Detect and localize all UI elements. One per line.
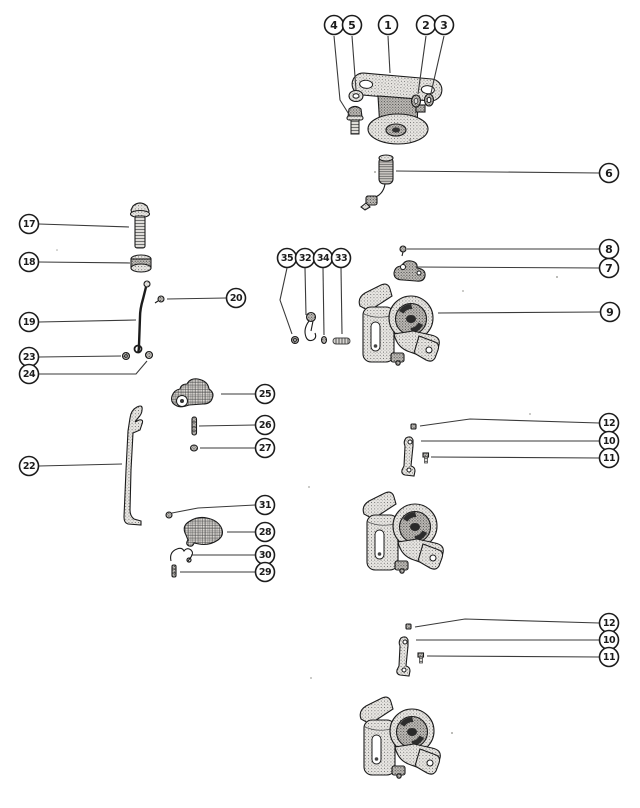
callout-number: 6 bbox=[605, 167, 613, 180]
callout-22 bbox=[20, 457, 39, 476]
callout-number: 2 bbox=[422, 19, 430, 32]
callout-24 bbox=[20, 365, 39, 384]
part-pin-26 bbox=[192, 417, 197, 435]
part-grommet-18 bbox=[131, 255, 151, 272]
part-mesh-screen-28 bbox=[184, 517, 222, 546]
callout-32 bbox=[296, 249, 315, 268]
leader-line-20 bbox=[167, 298, 226, 299]
callout-27 bbox=[256, 439, 275, 458]
part-nut-27 bbox=[191, 445, 198, 451]
part-mount-bolt bbox=[347, 107, 363, 135]
leader-lines bbox=[39, 36, 600, 657]
part-carburetor-body-top bbox=[359, 284, 439, 365]
callout-number: 23 bbox=[22, 352, 36, 363]
callout-number: 26 bbox=[258, 420, 272, 431]
callout-25 bbox=[256, 385, 275, 404]
leader-line-19 bbox=[39, 320, 136, 322]
callout-4 bbox=[325, 16, 344, 35]
callout-number: 11 bbox=[602, 453, 616, 464]
part-pin-34 bbox=[322, 337, 327, 344]
callout-number: 25 bbox=[258, 389, 272, 400]
leader-line-12 bbox=[420, 419, 599, 426]
callout-20 bbox=[227, 289, 246, 308]
callout-number: 32 bbox=[298, 253, 312, 264]
callout-18 bbox=[20, 253, 39, 272]
leader-line-22 bbox=[39, 464, 122, 466]
callout-number: 9 bbox=[606, 306, 614, 319]
callout-23 bbox=[20, 348, 39, 367]
callout-number: 10 bbox=[602, 436, 616, 447]
callout-number: 8 bbox=[605, 243, 613, 256]
leader-line-7 bbox=[416, 267, 599, 268]
callout-10 bbox=[600, 631, 619, 650]
callout-number: 20 bbox=[229, 293, 243, 304]
part-washer-5 bbox=[349, 91, 363, 102]
part-nut-3 bbox=[425, 94, 434, 106]
callout-11 bbox=[600, 648, 619, 667]
leader-line-11 bbox=[427, 656, 599, 657]
part-lever-arm-22 bbox=[124, 406, 143, 525]
callout-3 bbox=[435, 16, 454, 35]
part-long-bolt-17 bbox=[131, 203, 150, 248]
callout-number: 29 bbox=[258, 567, 272, 578]
leader-line-18 bbox=[39, 262, 130, 263]
callout-12 bbox=[600, 614, 619, 633]
callout-number: 12 bbox=[602, 618, 616, 629]
leader-line-6 bbox=[396, 171, 599, 173]
callout-number: 3 bbox=[440, 19, 448, 32]
part-carburetor-body-bottom bbox=[360, 697, 440, 778]
callout-number: 17 bbox=[22, 219, 36, 230]
callout-5 bbox=[343, 16, 362, 35]
leader-line-4 bbox=[334, 36, 350, 116]
callout-34 bbox=[314, 249, 333, 268]
callout-7 bbox=[600, 259, 619, 278]
callout-33 bbox=[332, 249, 351, 268]
part-mount-flange-assembly bbox=[351, 72, 443, 144]
callout-8 bbox=[600, 240, 619, 259]
leader-line-17 bbox=[39, 224, 129, 227]
callout-number: 22 bbox=[22, 461, 36, 472]
callout-balloons bbox=[20, 16, 620, 667]
leader-line-1 bbox=[388, 36, 390, 73]
part-nut-35 bbox=[292, 337, 299, 344]
callout-28 bbox=[256, 523, 275, 542]
callout-number: 28 bbox=[258, 527, 272, 538]
callout-number: 34 bbox=[316, 253, 330, 264]
part-nut-24 bbox=[146, 352, 153, 359]
part-nut-23 bbox=[123, 353, 130, 360]
callout-17 bbox=[20, 215, 39, 234]
part-carburetor-body-middle bbox=[363, 492, 443, 573]
leader-line-32 bbox=[305, 268, 306, 315]
callout-number: 5 bbox=[348, 19, 356, 32]
callout-number: 1 bbox=[384, 19, 392, 32]
part-link-rod-19 bbox=[135, 281, 151, 353]
callout-35 bbox=[278, 249, 297, 268]
callout-19 bbox=[20, 313, 39, 332]
callout-number: 19 bbox=[22, 317, 36, 328]
callout-number: 30 bbox=[258, 550, 272, 561]
part-washer-2 bbox=[412, 95, 421, 107]
leader-line-31 bbox=[172, 505, 255, 513]
callout-number: 12 bbox=[602, 418, 616, 429]
callout-9 bbox=[601, 303, 620, 322]
part-clip-32 bbox=[305, 313, 316, 341]
callout-11 bbox=[600, 449, 619, 468]
part-link-set-bottom bbox=[397, 624, 424, 676]
callout-31 bbox=[256, 496, 275, 515]
leader-line-35 bbox=[280, 268, 292, 334]
part-screw-20 bbox=[155, 296, 164, 303]
part-pin-29 bbox=[172, 565, 176, 577]
part-spring-33 bbox=[333, 338, 350, 344]
callout-30 bbox=[256, 546, 275, 565]
part-throttle-cam-25 bbox=[172, 379, 213, 407]
part-screw-31 bbox=[166, 512, 172, 518]
callout-number: 4 bbox=[330, 19, 338, 32]
callout-10 bbox=[600, 432, 619, 451]
callout-number: 31 bbox=[258, 500, 272, 511]
leader-line-34 bbox=[323, 268, 324, 335]
callout-12 bbox=[600, 414, 619, 433]
callout-6 bbox=[600, 164, 619, 183]
leader-line-12 bbox=[415, 619, 599, 627]
callout-number: 33 bbox=[334, 253, 348, 264]
leader-line-26 bbox=[199, 425, 255, 426]
leader-line-11 bbox=[431, 457, 599, 458]
callout-number: 27 bbox=[258, 443, 272, 454]
callout-number: 11 bbox=[602, 652, 616, 663]
callout-1 bbox=[379, 16, 398, 35]
leader-line-9 bbox=[438, 312, 600, 313]
callout-number: 18 bbox=[22, 257, 36, 268]
callout-26 bbox=[256, 416, 275, 435]
leader-line-23 bbox=[39, 356, 121, 357]
leader-line-24 bbox=[39, 361, 147, 374]
part-screw-8 bbox=[400, 246, 406, 256]
callout-number: 35 bbox=[280, 253, 294, 264]
callout-number: 24 bbox=[22, 369, 36, 380]
callout-number: 10 bbox=[602, 635, 616, 646]
part-link-set-middle bbox=[402, 424, 429, 476]
leader-line-33 bbox=[341, 268, 342, 334]
part-choke-knob-rod bbox=[361, 155, 393, 210]
part-cam-lever-7 bbox=[394, 261, 425, 281]
callout-2 bbox=[417, 16, 436, 35]
callout-number: 7 bbox=[605, 262, 613, 275]
part-wire-clip-30 bbox=[171, 548, 193, 562]
callout-29 bbox=[256, 563, 275, 582]
